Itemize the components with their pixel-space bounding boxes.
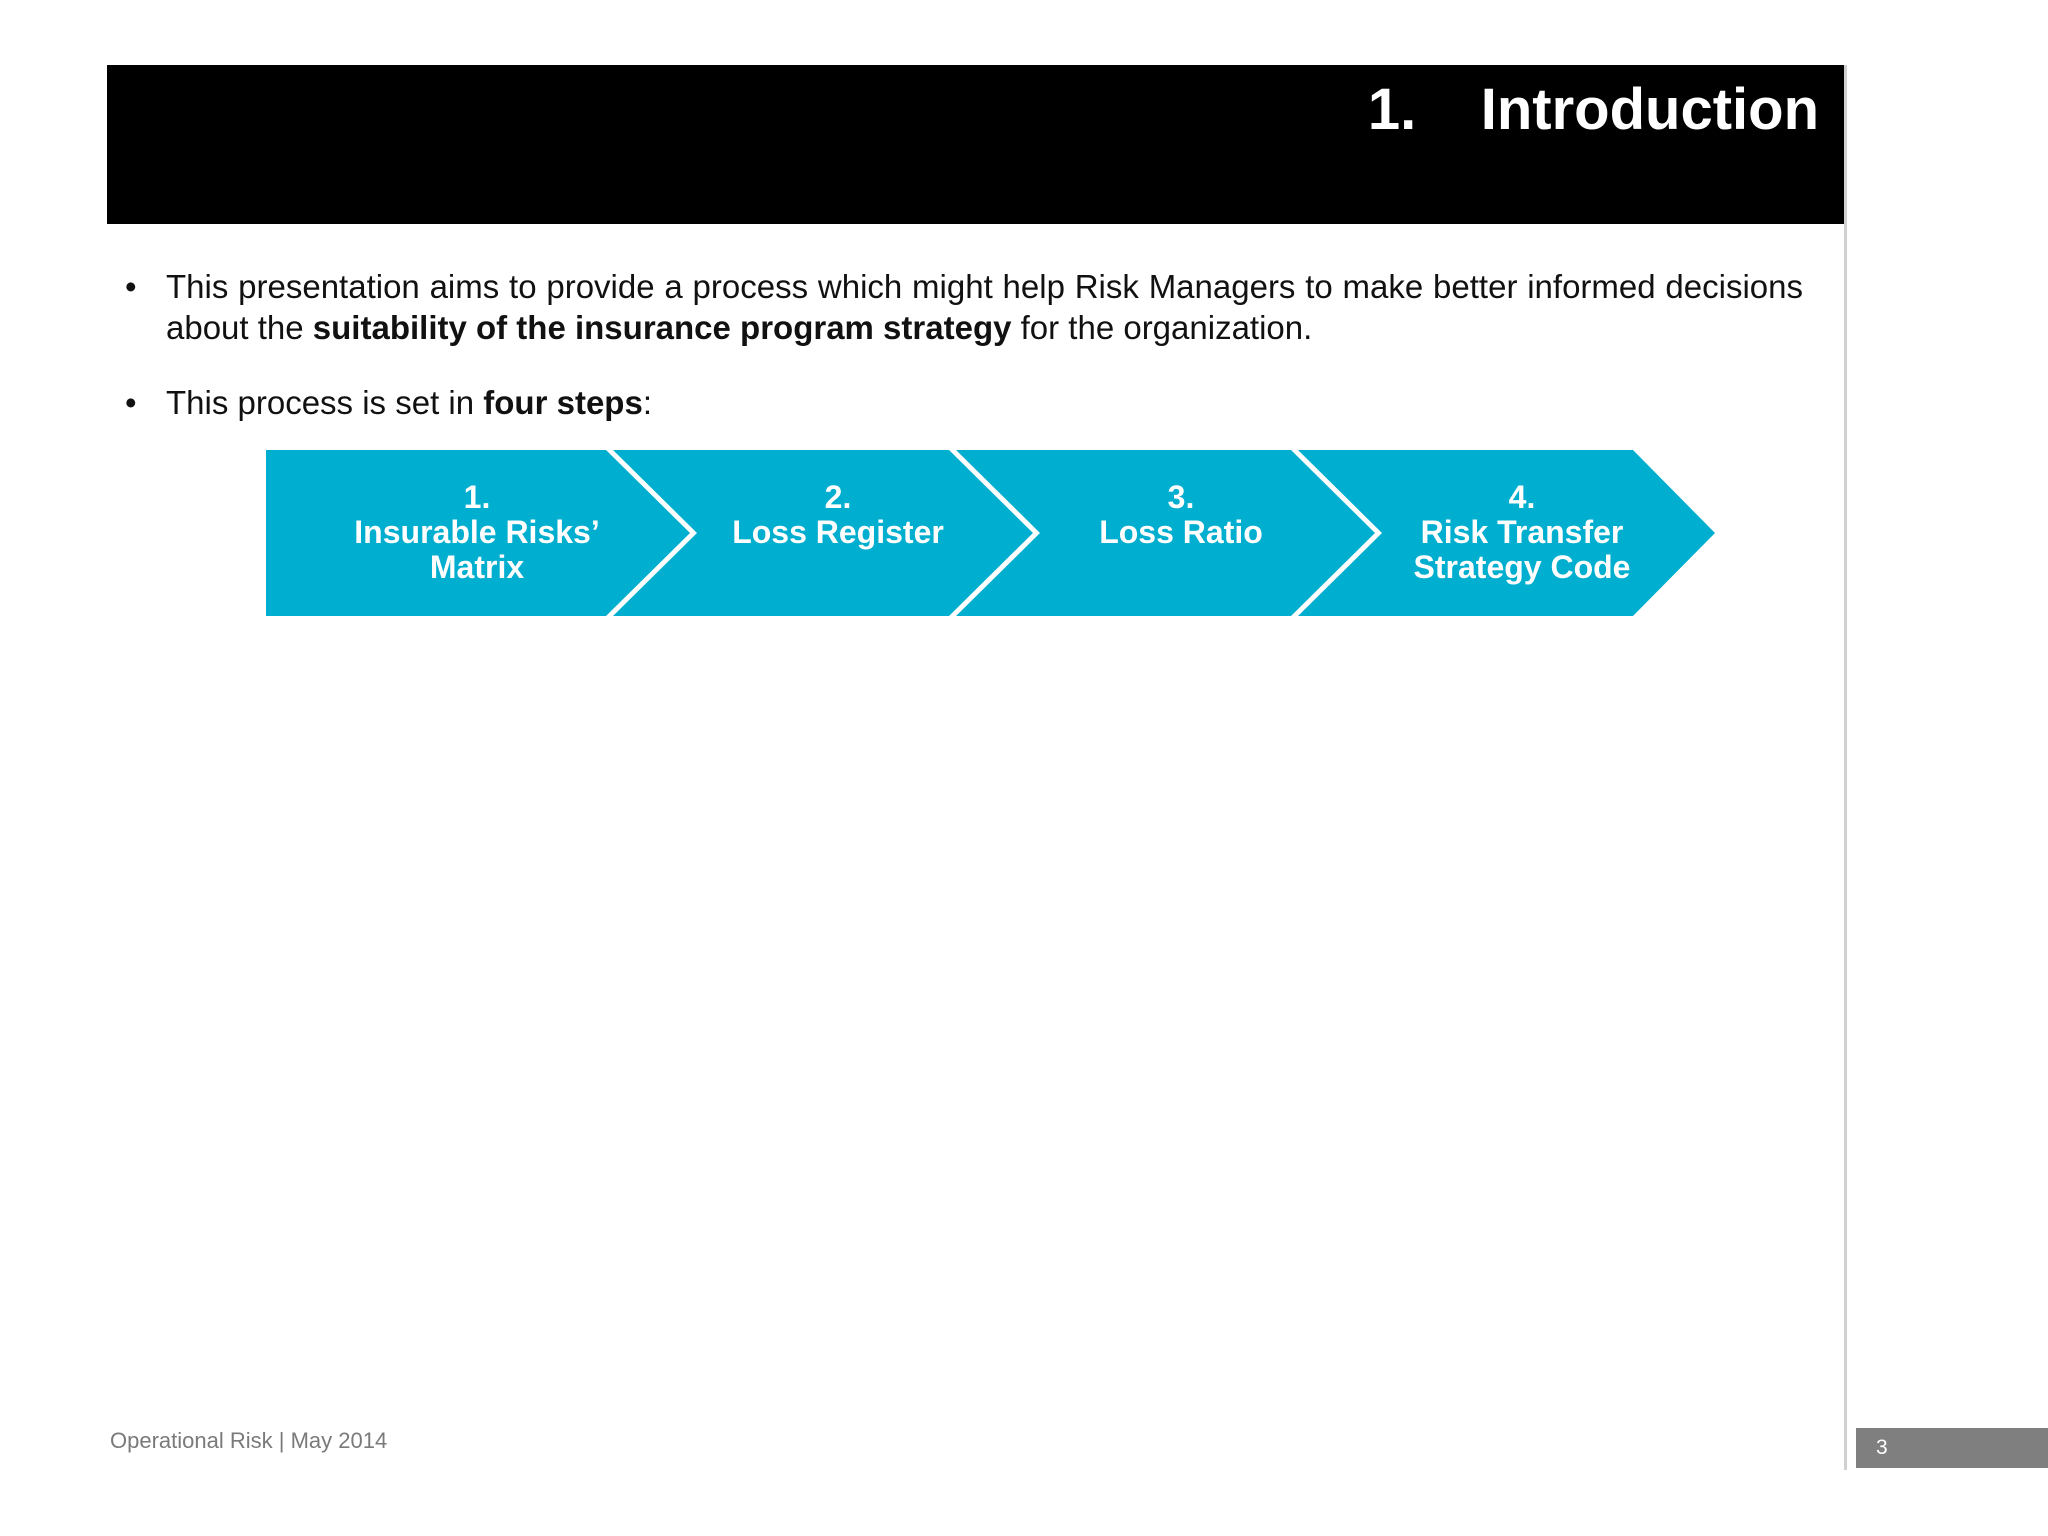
step-3-label xyxy=(1031,480,1331,550)
slide-title: 1. Introduction xyxy=(1367,77,1819,142)
step-title: Loss Ratio xyxy=(1099,514,1263,550)
process-chevron-diagram xyxy=(266,450,1716,616)
page-number-box xyxy=(1856,1428,2048,1468)
bullet-icon: • xyxy=(125,268,137,305)
step-1-label xyxy=(327,480,627,585)
step-title: Risk Transfer Strategy Code xyxy=(1413,514,1631,585)
step-4-label xyxy=(1372,480,1672,585)
right-divider xyxy=(1844,65,1847,1470)
step-number: 2. xyxy=(824,479,852,515)
bullet-icon: • xyxy=(125,384,137,421)
bullet-text: This presentation aims to provide a process which might help Risk Managers to make better informed decisions about the xyxy=(166,268,1803,346)
step-number: 4. xyxy=(1508,479,1536,515)
title-bar xyxy=(107,65,1846,224)
step-2-label xyxy=(688,480,988,550)
bullet-list xyxy=(120,266,1803,457)
bullet-item xyxy=(120,382,1803,423)
page-number: 3 xyxy=(1876,1436,1888,1459)
step-title: Loss Register xyxy=(732,514,944,550)
bullet-emphasis: suitability of the insurance program strategy xyxy=(312,309,1012,346)
footer-text: Operational Risk | May 2014 xyxy=(110,1428,388,1453)
step-title: Insurable Risks’ Matrix xyxy=(354,514,600,585)
step-number: 1. xyxy=(463,479,491,515)
bullet-text: for the organization. xyxy=(1011,309,1313,346)
bullet-emphasis: four steps xyxy=(483,384,643,421)
bullet-text: This process is set in xyxy=(166,384,484,421)
bullet-text: : xyxy=(642,384,652,421)
step-number: 3. xyxy=(1167,479,1195,515)
bullet-item xyxy=(120,266,1803,348)
